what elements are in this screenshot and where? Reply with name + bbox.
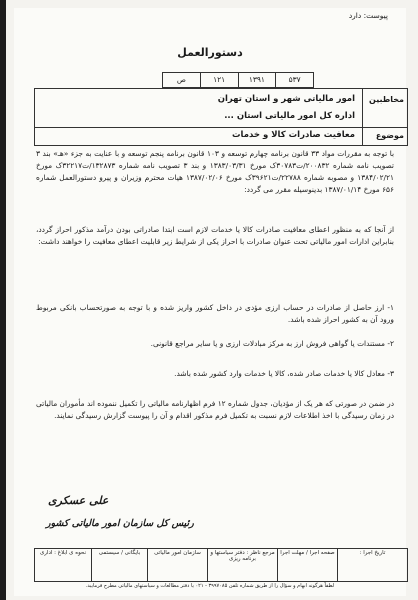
intro-paragraph: با توجه به مقررات مواد ۳۳ قانون برنامه چهارم توسعه و ۱۰۳ قانون برنامه پنجم توسعه و با عنایت به جزء «هـ» بند ۳ تصویب نامه شماره ۲۰۰۸۳۲/ت۳۰۷۸۳ک مورخ ۱۳۸۳/۰۳/۳۱ و بند ۳ تصویب نامه شماره ۱۳۲۸۷۳/ت۳۲۲۱۷ک مورخ ۱۳۸۴/۰۲/۲۱ و مصوبه شماره ۲۲۷۸۸/ت۳۹۶۲۱ک مورخ ۱۳۸۷/۰۲/۰۶ هیات محترم وزیران و پیرو دستورالعمل شماره ۶۵۶ مورخ ۱۳۸۷/۰۱/۱۴ بدینوسیله مقرر می گردد: xyxy=(36,149,394,194)
letter-number-part: ص xyxy=(176,75,186,84)
condition-3: ۳- معادل کالا یا خدمات صادر شده، کالا یا خدمات وارد کشور شده باشد. xyxy=(174,369,394,378)
footer-cell: بایگانی / سیستمی xyxy=(91,549,147,581)
footer-cell: صفحه اجرا / مهلت اجرا xyxy=(277,549,337,581)
signatory-title: رئیس کل سازمان امور مالیاتی کشور xyxy=(46,518,194,529)
letter-number-part: ۵۳۷ xyxy=(275,73,313,87)
audience-line-2: اداره کل امور مالیاتی استان ... xyxy=(224,111,355,121)
footer-cell: تاریخ اجرا : xyxy=(337,549,407,581)
letter-number-box xyxy=(162,72,314,88)
letter-number-part: ۱۳۹۱ xyxy=(238,73,276,87)
context-paragraph: از آنجا که به منظور اعطای معافیت صادرات کالا یا خدمات لازم است ابتدا صادراتی بودن درآمد مذکور احراز گردد، بنابراین ادارات امور مالیاتی تحت عنوان صادرات با احراز یکی از شرایط زیر قابلیت اعطای معافیت را خواهند داشت: xyxy=(36,225,394,246)
subject-label: موضوع xyxy=(375,131,404,140)
letter-number-part: ۱۲۱ xyxy=(200,73,238,87)
scan-edge-shadow xyxy=(0,0,6,600)
subject-value: معافیت صادرات کالا و خدمات xyxy=(231,130,355,140)
closing-paragraph: در ضمن در صورتی که هر یک از مؤدیان، جدول شماره ۱۲ فرم اظهارنامه مالیاتی را تکمیل ننموده اند مأموران مالیاتی در زمان رسیدگی با اخذ اطلاعات لازم نسبت به تکمیل فرم مذکور اقدام و آن را پیوست گزارش رسیدگی نمایند. xyxy=(36,399,394,420)
audience-label: مخاطبین xyxy=(369,95,404,104)
header-table xyxy=(34,88,408,146)
attachment-note: پیوست: دارد xyxy=(348,11,388,20)
audience-line-1: امور مالیاتی شهر و استان تهران xyxy=(217,94,355,104)
footer-table xyxy=(34,548,408,582)
footer-note: لطفاً هرگونه ابهام و سؤال را از طریق شماره تلفن ۳۹۹۷۰۸۵ - ۰۲۱ یا دفتر مطالعات و سیاستهای مالیاتی مطرح فرمایید. xyxy=(85,583,335,589)
condition-1: ۱- ارز حاصل از صادرات در حساب ارزی مؤدی در داخل کشور واریز شده و با توجه به صورتحساب بانکی مربوط ورود آن به کشور احراز شده باشد. xyxy=(36,303,394,324)
signatory-name: علی عسکری xyxy=(48,494,109,507)
header-divider xyxy=(35,127,407,128)
condition-2: ۲- مستندات یا گواهی فروش ارز به مرکز مبادلات ارزی و یا سایر مراجع قانونی. xyxy=(150,339,394,348)
footer-cell: مرجع ناظر : دفتر سیاستها و برنامه ریزی xyxy=(207,549,277,581)
footer-cell: سازمان امور مالیاتی xyxy=(147,549,207,581)
footer-cell: نحوه ی ابلاغ : اداری xyxy=(39,550,87,556)
document-page xyxy=(14,8,406,596)
document-title: دستورالعمل xyxy=(177,46,243,59)
